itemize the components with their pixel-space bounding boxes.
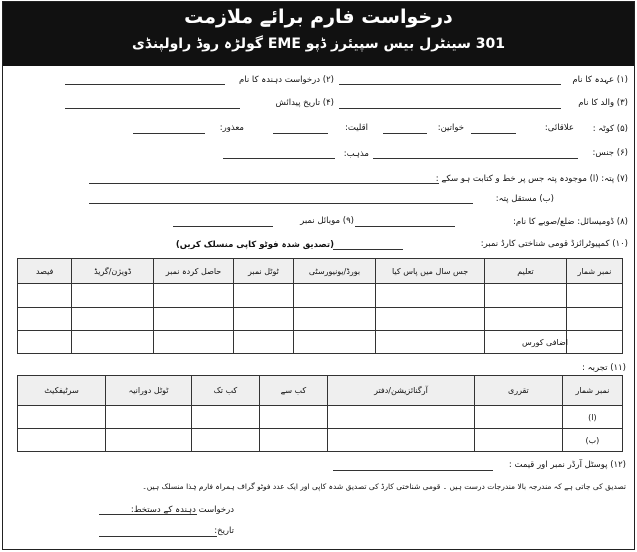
- quota-minority-label: اقلیت:: [344, 123, 368, 133]
- date-label: تاریخ:: [214, 526, 234, 536]
- gender-field[interactable]: [373, 158, 578, 159]
- permanent-address-field[interactable]: [89, 203, 473, 204]
- gender-label: (۶) جنس:: [592, 148, 628, 158]
- father-name-field[interactable]: [339, 108, 561, 109]
- exp-col-to: کب تک: [191, 376, 259, 406]
- post-name-field[interactable]: [339, 84, 561, 85]
- applicant-name-field[interactable]: [65, 84, 225, 85]
- declaration-text: تصدیق کی جاتی ہے کہ مندرجہ بالا مندرجات درست ہیں ۔ قومی شناختی کارڈ کی تصدیق شدہ کاپی اور ایک عدد فوٹو گراف ہمراہ فارم ہٰذا منسلک ہیں۔: [142, 482, 626, 491]
- edu-row[interactable]: [18, 284, 623, 307]
- quota-disabled-label: معذور:: [219, 123, 244, 133]
- exp-row-serial: (ب): [562, 429, 622, 452]
- quota-women-label: خواتین:: [437, 123, 464, 133]
- quota-women-field[interactable]: [383, 133, 427, 134]
- form-header: [3, 2, 634, 66]
- religion-label: مذہب:: [343, 149, 369, 159]
- exp-row-serial: (ا): [562, 406, 622, 429]
- permanent-address-label: (ب) مستقل پتہ:: [495, 194, 554, 204]
- experience-table: [17, 375, 623, 452]
- domicile-label: (۸) ڈومیسائل: ضلع/صوبے کا نام:: [513, 217, 628, 227]
- exp-col-certificate: سرٹیفکیٹ: [18, 376, 106, 406]
- signature-field[interactable]: [99, 514, 197, 515]
- extra-course-label: اضافی کورس: [521, 338, 568, 347]
- edu-col-education: تعلیم: [485, 259, 567, 284]
- mobile-label: (۹) موبائل نمبر: [300, 216, 354, 226]
- edu-col-board: بورڈ/یونیورسٹی: [293, 259, 375, 284]
- form-subtitle: 301 سینٹرل بیس سپیئرز ڈپو EME گولڑہ روڈ راولپنڈی: [131, 36, 506, 52]
- mobile-field[interactable]: [173, 226, 273, 227]
- edu-col-year: جس سال میں پاس کیا: [376, 259, 485, 284]
- edu-col-total: ٹوٹل نمبر: [233, 259, 293, 284]
- father-name-label: (۳) والد کا نام: [578, 98, 628, 108]
- post-name-label: (۱) عہدہ کا نام: [572, 75, 628, 85]
- exp-row[interactable]: [18, 429, 623, 452]
- signature-label: درخواست دہندہ کے دستخط:: [130, 505, 234, 515]
- exp-col-duration: ٹوٹل دورانیہ: [106, 376, 192, 406]
- edu-col-serial: نمبر شمار: [566, 259, 622, 284]
- exp-col-appointment: تقرری: [474, 376, 562, 406]
- exp-col-from: کب سے: [259, 376, 327, 406]
- cnic-field[interactable]: [333, 249, 403, 250]
- edu-col-division: ڈویژن/گریڈ: [72, 259, 154, 284]
- quota-regional-field[interactable]: [471, 133, 516, 134]
- dob-label: (۴) تاریخ پیدائش: [275, 98, 334, 108]
- present-address-label: (۷) پتہ: (ا) موجودہ پتہ جس پر خط و کتابت ہو سکے :: [435, 174, 628, 184]
- cnic-label: (۱۰) کمپیوٹرائزڈ قومی شناختی کارڈ نمبر:: [480, 239, 628, 249]
- quota-label: (۵) کوٹہ :: [592, 124, 628, 134]
- quota-regional-label: علاقائی:: [544, 123, 574, 133]
- experience-label: (۱۱) تجربہ :: [582, 363, 626, 373]
- quota-minority-field[interactable]: [273, 133, 328, 134]
- religion-field[interactable]: [223, 158, 335, 159]
- edu-row[interactable]: [18, 307, 623, 330]
- date-field[interactable]: [99, 536, 217, 537]
- exp-col-serial: نمبر شمار: [562, 376, 622, 406]
- applicant-name-label: (۲) درخواست دہندہ کا نام: [238, 75, 334, 85]
- exp-row[interactable]: [18, 406, 623, 429]
- edu-col-percent: فیصد: [18, 259, 72, 284]
- quota-disabled-field[interactable]: [133, 133, 205, 134]
- cnic-note: (تصدیق شدہ فوٹو کاپی منسلک کریں): [175, 240, 334, 250]
- postal-order-field[interactable]: [333, 470, 493, 471]
- dob-field[interactable]: [65, 108, 240, 109]
- domicile-field[interactable]: [355, 226, 455, 227]
- postal-order-label: (۱۲) پوسٹل آرڈر نمبر اور قیمت :: [508, 460, 626, 470]
- exp-col-organization: آرگنائزیشن/دفتر: [327, 376, 474, 406]
- application-form: [2, 1, 635, 550]
- edu-col-obtained: حاصل کردہ نمبر: [154, 259, 234, 284]
- present-address-field[interactable]: [89, 183, 439, 184]
- form-title: درخواست فارم برائے ملازمت: [184, 6, 453, 28]
